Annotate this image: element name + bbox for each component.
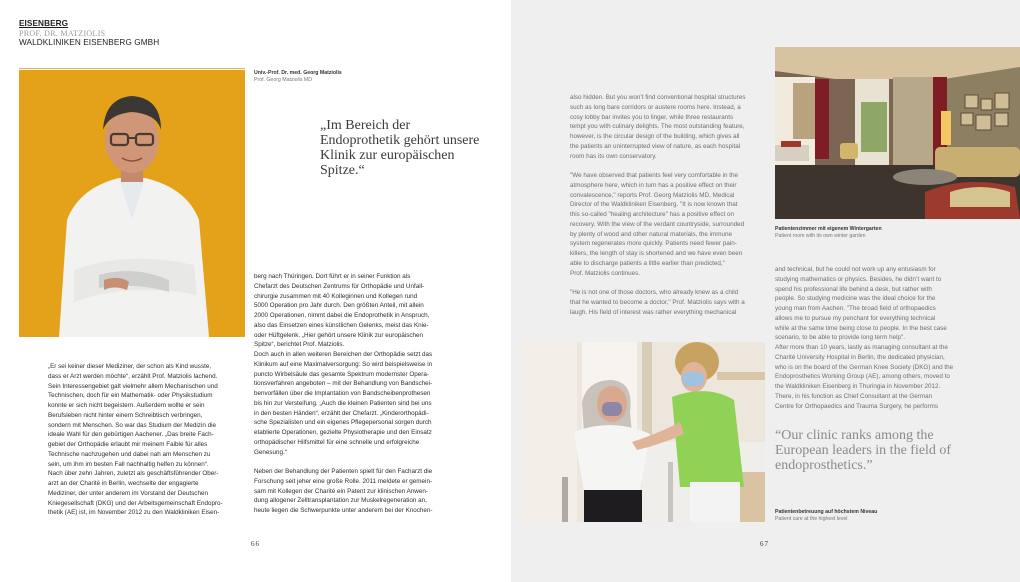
text-line: ideale Wahl für den gebürtigen Aachener. „Das breite Fach- [48, 431, 214, 439]
text-line: gebiet der Orthopädie erlaubt mir meinem Faible für alles [48, 441, 208, 448]
text-line: convalescence," reports Prof. Georg Matziolis MD, Medical [570, 191, 735, 199]
text-line: sein, um ihm im besten Fall nachhaltig helfen zu können“. [48, 460, 209, 468]
text-line: this so-called "healing architecture" has a positive effect on [570, 211, 734, 218]
text-line: Centre for Orthopaedics and Trauma Surgery, he performs [775, 402, 938, 410]
text-line: Klinikum auf eine Maximalversorgung: So wird beispielsweise in [254, 360, 433, 368]
paragraph-gap [570, 278, 745, 288]
text-line: sche Spezialisten und ein eigenes Pflegepersonal sorgen durch [254, 419, 432, 427]
text-line: young man from Aachen. "The broad field of orthopaedics [775, 305, 936, 312]
text-line: also hidden. But you won’t find conventional hospital structures [570, 94, 746, 101]
text-line: laugh. His field of interest was rather everything mechanical [570, 308, 737, 316]
text-line: Forschung seit jeher eine große Rolle. 2011 meldete er gemein- [254, 477, 433, 485]
caption-english: Prof. Georg Matziolis MD [254, 77, 312, 83]
text-line: etablierte Operationen, gezielte Physiotherapie und den Einsatz [254, 429, 432, 436]
text-line: however, is the circular design of the building, which gives all [570, 133, 740, 140]
text-line: bis hin zur Versteifung. „Auch die kleinen Patienten sind bei uns [254, 399, 432, 407]
text-line: spend his professional life behind a desk, but rather with [775, 285, 932, 293]
text-line: chirurgie zusammen mit 40 Kolleginnen und Kollegen rund [254, 292, 418, 300]
room-photo-caption [775, 226, 882, 240]
text-line: Chefarzt des Deutschen Zentrums für Orthopädie und Unfall- [254, 282, 425, 290]
text-line: Berufsleben nicht hinter einem Schreibtisch verbringen, [48, 411, 203, 419]
text-line: Sein Interessengebiet galt vielmehr allem Mechanischen und [48, 382, 218, 390]
text-line: in den besten Händen“, erzählt der Chefarzt. „Kinderorthopädi- [254, 409, 429, 417]
caption-german: Patientenbetreuung auf höchstem Niveau [775, 509, 878, 515]
patient-care-image [522, 342, 765, 522]
text-line: Nach über zehn Jahren, zuletzt als geschäftsführender Ober- [48, 470, 219, 478]
text-line: while at the same time being close to people. In the best case [775, 324, 947, 332]
doctor-portrait-image [19, 70, 245, 337]
text-line: arzt an der Charité in Berlin, wechselte der engagierte [48, 480, 199, 487]
text-line: also das Einsetzen eines künstlichen Gelenks, meist das Knie- [254, 321, 429, 329]
text-line: "He is not one of those doctors, who already knew as a child [570, 289, 739, 296]
text-line: by plenty of wood and other natural materials, the immune [570, 230, 733, 238]
text-line: people. So studying medicine was the ideal choice for the [775, 295, 936, 303]
text-line: recovery. With the view of the verdant countryside, surrounded [570, 220, 745, 228]
header-divider [19, 68, 245, 69]
text-line: Prof. Matziolis continues. [570, 269, 640, 277]
text-line: benvorfällen über die Implantation von Bandscheibenprothesen [254, 390, 431, 397]
text-line: Director of the Waldkliniken Eisenberg. "It is now known that [570, 201, 738, 209]
patient-room-photo [775, 47, 1020, 219]
text-line: system regenerates more quickly. Patients need fewer pain- [570, 240, 737, 248]
text-line: Technische nachzugehen und dabei nah am Menschen zu [48, 450, 211, 458]
text-line: Kniegesellschaft (DKG) und der Arbeitsgemeinschaft Endopro- [48, 499, 223, 507]
caption-german: Univ.-Prof. Dr. med. Georg Matziolis [254, 70, 342, 76]
body-column-left-2 [254, 272, 433, 516]
caption-german: Patientenzimmer mit eigenem Wintergarten [775, 226, 882, 232]
text-line: konnte er sich nicht begeistern. Außerdem wollte er sein [48, 402, 205, 409]
text-line: atmosphere here, which in turn has a positive effect on their [570, 181, 737, 189]
text-line: Spitze“, berichtet Prof. Matziolis. [254, 341, 345, 349]
text-line: Technischen, doch für ein Mathematik- oder Physikstudium [48, 392, 213, 400]
text-line: such as long bare corridors or austere rooms here. Instead, a [570, 103, 741, 111]
text-line: 2000 Operationen, nimmt dabei die Endoprothetik in Anspruch, [254, 312, 430, 319]
body-column-right-1 [570, 93, 745, 317]
text-line: After more than 10 years, lastly as managing consultant at the [775, 344, 948, 351]
patient-room-image [775, 47, 1020, 219]
text-line: and technical, but he could not work up any entusiasm for [775, 266, 936, 273]
masthead [19, 19, 159, 48]
body-column-left-1 [48, 362, 223, 518]
text-line: 5000 Operation pro Jahr durch. Den größten Anteil, mit allein [254, 302, 424, 310]
text-line: sam mit Kollegen der Charité ein Patent zur klinischen Anwen- [254, 487, 428, 495]
text-line: tionsverfahren angeboten – mit der Behandlung von Bandschei- [254, 380, 433, 388]
text-line: room has its own conservatory. [570, 152, 657, 160]
text-line: berg nach Thüringen. Dort führt er in seiner Funktion als [254, 273, 411, 280]
text-line: Doch auch in allen weiteren Bereichen der Orthopädie setzt das [254, 351, 433, 358]
paragraph-gap [570, 161, 745, 171]
text-line: Endoprosthetics Working Group (AE), among others, moved to [775, 373, 950, 381]
paragraph-gap [254, 457, 433, 467]
text-line: Neben der Behandlung der Patienten spielt für den Facharzt die [254, 468, 433, 475]
pull-quote-german: „Im Bereich der Endoprothetik gehört unsere Klinik zur europäischen Spitze.“ [320, 118, 480, 178]
text-line: killers, the length of stay is shortened and we have even been [570, 250, 743, 257]
text-line: scenario, to be able to provide long term help". [775, 334, 905, 342]
text-line: "We have observed that patients feel very comfortable in the [570, 172, 739, 179]
patient-care-photo [522, 342, 765, 522]
text-line: thetik (AE) ist, im November 2012 zu den Waldkliniken Eisen- [48, 509, 220, 517]
page-number-left: 66 [251, 540, 260, 548]
pull-quote-english: “Our clinic ranks among the European leaders in the field of endoprosthetics.” [775, 428, 952, 473]
text-line: tempt you with culinary delights. The most outstanding feature, [570, 123, 745, 131]
masthead-person: PROF. DR. MATZIOLIS [19, 28, 106, 38]
page-number-right: 67 [760, 540, 769, 548]
caption-english: Patient room with its own winter garden [775, 233, 866, 239]
text-line: Mediziner, der unter anderem im Vorstand der Deutschen [48, 489, 208, 497]
text-line: Charité University Hospital in Berlin, the dedicated physician, [775, 353, 945, 361]
text-line: „Er sei keiner dieser Mediziner, der schon als Kind wusste, [48, 363, 212, 370]
portrait-caption [254, 70, 342, 84]
text-line: sondern mit Menschen. So war das Studium der Medizin die [48, 421, 216, 429]
text-line: the patients an uninterrupted view of nature, as each hospital [570, 142, 741, 150]
text-line: dung allogener Zelltransplantation zur Muskelregeneration an, [254, 497, 427, 505]
text-line: allows me to pursue my penchant for everything technical [775, 314, 936, 322]
caption-english: Patient care at the highest level [775, 516, 848, 522]
care-photo-caption [775, 509, 877, 523]
text-line: orthopädischer Hilfsmittel für eine schnelle und erfolgreiche [254, 438, 420, 446]
text-line: the Waldkliniken Eisenberg in Thuringia in November 2012. [775, 383, 941, 390]
text-line: There, in his function as Chief Consultant at the German [775, 392, 933, 400]
text-line: able to discharge patients a little earlier than predicted," [570, 259, 725, 267]
text-line: heute liegen die Schwerpunkte unter anderem bei der Knochen- [254, 507, 433, 514]
text-line: cosy lobby bar invites you to linger, while three restaurants [570, 113, 734, 121]
text-line: studying mathematics or physics. Besides, he didn’t want to [775, 275, 942, 283]
text-line: oder Hüftgelenk. „Hier gehört unsere Klinik zur europäischen [254, 331, 424, 339]
text-line: that he wanted to become a doctor," Prof. Matziolis says with a [570, 298, 745, 306]
masthead-company: WALDKLINIKEN EISENBERG GMBH [19, 38, 160, 47]
body-column-right-2 [775, 265, 953, 411]
text-line: Genesung.“ [254, 448, 287, 456]
text-line: who is on the board of the German Knee Society (DKG) and the [775, 363, 954, 371]
masthead-location: EISENBERG [19, 19, 69, 28]
text-line: dass er Arzt werden möchte“, erzählt Prof. Matziolis lachend. [48, 372, 218, 380]
portrait-photo [19, 70, 245, 337]
text-line: puncto Wirbelsäule das gesamte Spektrum modernster Opera- [254, 370, 429, 378]
